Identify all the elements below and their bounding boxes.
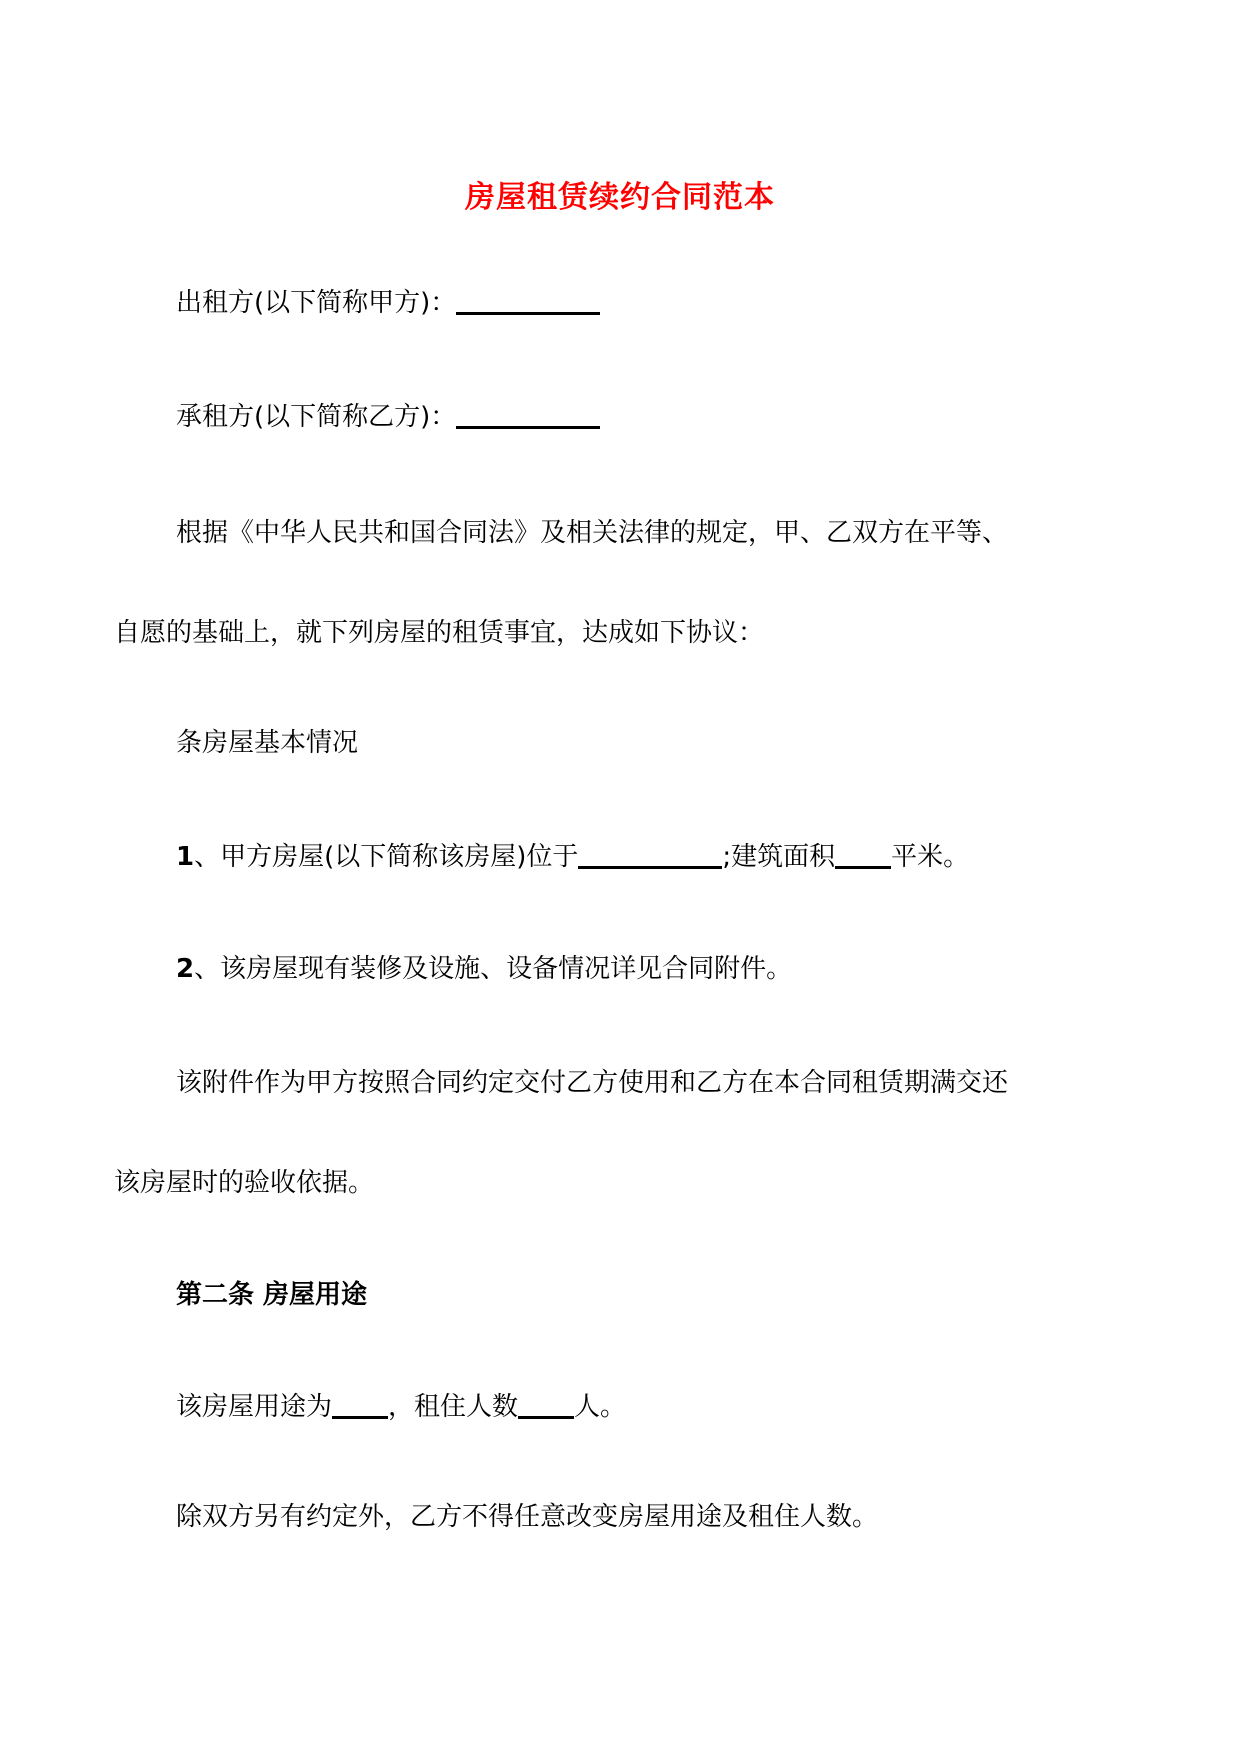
item2-number: 2: [176, 954, 195, 984]
use-blank: [332, 1415, 388, 1419]
item1-number: 1: [176, 842, 195, 872]
item2-text: 、该房屋现有装修及设施、设备情况详见合同附件。: [194, 954, 793, 984]
item1-line: [176, 842, 969, 873]
lessee-blank: [456, 425, 600, 429]
article1-heading: 条房屋基本情况: [176, 728, 359, 758]
use-line: [176, 1392, 626, 1423]
document-title: 房屋租赁续约合同范本: [465, 180, 775, 215]
lessor-blank: [456, 311, 600, 315]
item1-text-a: 、甲方房屋(以下简称该房屋)位于: [194, 842, 579, 872]
article2-heading: 第二条 房屋用途: [176, 1280, 368, 1310]
lessee-label: 承租方(以下简称乙方)：: [176, 402, 457, 432]
area-blank: [835, 865, 891, 869]
annex-line-2: 该房屋时的验收依据。: [114, 1168, 375, 1198]
use-text-b: ，租住人数: [388, 1392, 519, 1422]
item1-text-c: 平米。: [891, 842, 970, 872]
item2-line: [176, 954, 792, 985]
lessor-line: [176, 288, 600, 319]
intro-line-2: 自愿的基础上，就下列房屋的租赁事宜，达成如下协议：: [114, 618, 765, 648]
lessor-label: 出租方(以下简称甲方)：: [176, 288, 457, 318]
lessee-line: [176, 402, 600, 433]
intro-line-1: 根据《中华人民共和国合同法》及相关法律的规定，甲、乙双方在平等、: [176, 518, 1009, 548]
annex-line-1: 该附件作为甲方按照合同约定交付乙方使用和乙方在本合同租赁期满交还: [176, 1068, 1009, 1098]
item1-text-b: ;建筑面积: [722, 842, 836, 872]
restriction-line: 除双方另有约定外，乙方不得任意改变房屋用途及租住人数。: [176, 1502, 879, 1532]
use-text-a: 该房屋用途为: [176, 1392, 333, 1422]
location-blank: [578, 865, 722, 869]
use-text-c: 人。: [574, 1392, 627, 1422]
occupants-blank: [518, 1415, 574, 1419]
